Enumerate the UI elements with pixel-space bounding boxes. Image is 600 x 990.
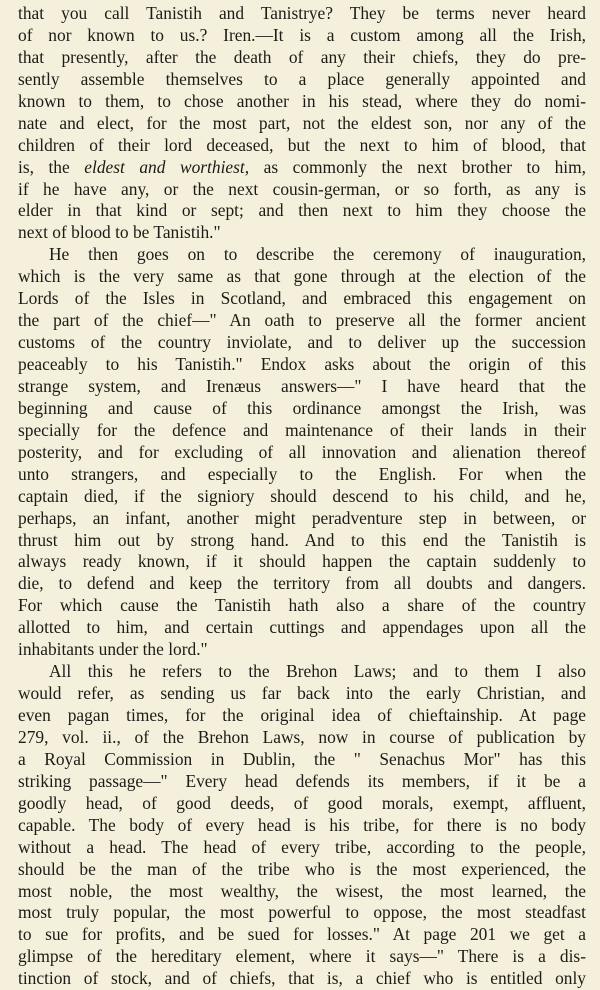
text-segment: the part of the chief—" An oath to preserve all the former ancient	[18, 310, 586, 331]
text-line	[18, 661, 586, 683]
body-text	[18, 3, 586, 990]
paragraph-inauguration	[18, 244, 586, 661]
text-segment: glimpse of the hereditary element, where it says—" There is a dis-	[18, 946, 586, 967]
italic-emphasis: eldest and worthiest	[84, 156, 245, 177]
text-line	[18, 859, 586, 881]
text-line	[18, 91, 586, 113]
text-line	[18, 793, 586, 815]
text-line	[18, 244, 586, 266]
text-line	[18, 3, 586, 25]
text-segment: strange system, and Irenæus answers—" I have heard that the	[18, 375, 586, 396]
text-line	[18, 749, 586, 771]
text-line	[18, 69, 586, 91]
text-line	[18, 288, 586, 310]
text-segment: is, the	[18, 156, 85, 177]
text-line	[18, 639, 586, 661]
text-line	[18, 266, 586, 288]
text-segment: should be the man of the tribe who is the most experienced, the	[18, 858, 586, 879]
text-segment: known to them, to chose another in his stead, where they do nomi-	[18, 90, 586, 111]
text-line	[18, 332, 586, 354]
text-segment: All this he refers to the Brehon Laws; and to them I also	[49, 661, 586, 682]
text-segment: captain died, if the signiory should descend to his child, and he,	[18, 485, 586, 506]
text-line	[18, 310, 586, 332]
text-segment: sently assemble themselves to a place generally appointed and	[18, 68, 586, 89]
text-segment: of nor known to us.? Iren.—It is a custom among all the Irish,	[18, 24, 586, 45]
text-line	[18, 398, 586, 420]
text-line	[18, 464, 586, 486]
text-line	[18, 47, 586, 69]
paragraph-brehon-laws	[18, 661, 586, 990]
text-segment: most truly popular, the most powerful to oppose, the most steadfast	[18, 902, 586, 923]
text-line	[18, 157, 586, 179]
text-segment: allotted to him, and certain cuttings and appendages upon all the	[18, 617, 586, 638]
text-segment: peaceably to his Tanistih." Endox asks about the origin of this	[18, 354, 586, 374]
text-line	[18, 573, 586, 595]
text-segment: which is the very same as that gone through at the election of the	[18, 266, 586, 287]
text-line	[18, 25, 586, 47]
text-line	[18, 968, 586, 990]
text-segment: goodly head, of good deeds, of good morals, exempt, affluent,	[18, 792, 586, 813]
text-segment: most noble, the most wealthy, the wisest, the most learned, the	[18, 880, 586, 901]
text-segment: would refer, as sending us far back into the early Christian, and	[18, 683, 586, 704]
paragraph-spenser-tanistry	[18, 3, 586, 244]
text-line	[18, 837, 586, 859]
text-line	[18, 683, 586, 705]
text-line	[18, 486, 586, 508]
text-line	[18, 815, 586, 837]
text-segment: capable. The body of every head is his tribe, for there is no body	[18, 814, 586, 835]
text-line	[18, 508, 586, 530]
text-line	[18, 727, 586, 749]
text-line	[18, 135, 586, 157]
text-segment: inhabitants under the lord."	[18, 639, 208, 660]
text-segment: a Royal Commission in Dublin, the " Senachus Mor" has this	[18, 748, 586, 769]
text-line	[18, 530, 586, 552]
text-line	[18, 376, 586, 398]
text-segment: He then goes on to describe the ceremony of inauguration,	[49, 244, 586, 265]
text-line	[18, 354, 586, 376]
text-line	[18, 551, 586, 573]
text-segment: elder in that kind or sept; and then next to him they choose the	[18, 200, 586, 221]
text-line	[18, 902, 586, 924]
text-segment: to sue for profits, and be sued for losses." At page 201 we get a	[18, 924, 586, 945]
text-segment: perhaps, an infant, another might peradventure step in between, or	[18, 507, 586, 528]
text-line	[18, 420, 586, 442]
text-line	[18, 924, 586, 946]
text-segment: if he have any, or the next cousin-german, or so forth, as any is	[18, 178, 586, 199]
text-segment: striking passage—" Every head defends its members, if it be a	[18, 770, 586, 791]
text-segment: thrust him out by strong hand. And to this end the Tanistih is	[18, 529, 586, 550]
text-line	[18, 200, 586, 222]
text-segment: posterity, and for excluding of all innovation and alienation thereof	[18, 441, 586, 462]
text-line	[18, 881, 586, 903]
text-line	[18, 595, 586, 617]
text-line	[18, 222, 586, 244]
text-segment: even pagan times, for the original idea of chieftainship. At page	[18, 705, 586, 725]
text-segment: , as commonly the next brother to him,	[244, 156, 586, 177]
text-segment: 279, vol. ii., of the Brehon Laws, now in course of publication by	[18, 726, 586, 747]
text-segment: that presently, after the death of any their chiefs, they do pre-	[18, 46, 586, 67]
text-segment: unto strangers, and especially to the English. For when the	[18, 463, 586, 484]
text-segment: beginning and cause of this ordinance amongst the Irish, was	[18, 397, 586, 418]
text-segment: without a head. The head of every tribe, according to the people,	[18, 836, 586, 857]
text-segment: specially for the defence and maintenance of their lands in their	[18, 419, 586, 440]
text-line	[18, 442, 586, 464]
text-segment: that you call Tanistih and Tanistrye? They be terms never heard	[18, 3, 586, 23]
text-line	[18, 946, 586, 968]
text-segment: For which cause the Tanistih hath also a share of the country	[18, 595, 586, 616]
text-segment: die, to defend and keep the territory from all doubts and dangers.	[18, 573, 586, 594]
text-line	[18, 179, 586, 201]
text-segment: always ready known, if it should happen the captain suddenly to	[18, 551, 586, 572]
text-segment: customs of the country inviolate, and to deliver up the succession	[18, 332, 586, 353]
text-segment: next of blood to be Tanistih."	[18, 222, 221, 243]
text-segment: nate and elect, for the most part, not the eldest son, nor any of the	[18, 112, 586, 133]
text-segment: Lords of the Isles in Scotland, and embraced this engagement on	[18, 288, 586, 309]
text-line	[18, 617, 586, 639]
text-line	[18, 113, 586, 135]
text-line	[18, 771, 586, 793]
text-line	[18, 705, 586, 727]
text-segment: children of their lord deceased, but the next to him of blood, that	[18, 134, 586, 155]
text-segment: tinction of stock, and of chiefs, that is, a chief who is entitled only	[18, 968, 586, 989]
